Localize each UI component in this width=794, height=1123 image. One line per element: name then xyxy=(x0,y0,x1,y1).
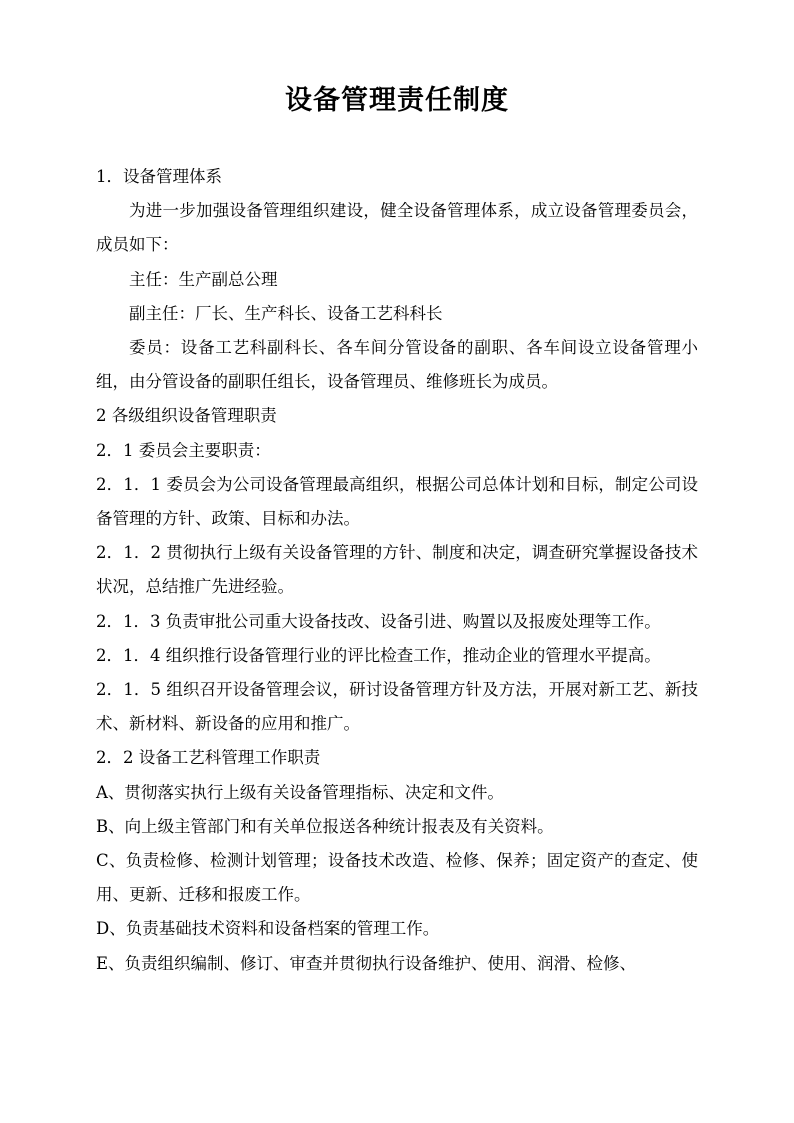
clause-b: B、向上级主管部门和有关单位报送各种统计报表及有关资料。 xyxy=(96,816,554,836)
paragraph-committee-intro: 为进一步加强设备管理组织建设，健全设备管理体系，成立设备管理委员会，成员如下： xyxy=(96,201,698,255)
subsection-heading-2-2: 2．2 设备工艺科管理工作职责 xyxy=(96,748,321,768)
clause-2-1-3: 2．1．3 负责审批公司重大设备技改、设备引进、购置以及报废处理等工作。 xyxy=(96,611,661,631)
subsection-heading-2-1: 2．1 委员会主要职责： xyxy=(96,440,271,460)
clause-2-1-1: 2．1．1 委员会为公司设备管理最高组织，根据公司总体计划和目标，制定公司设备管理的方针、政策、目标和办法。 xyxy=(96,474,698,529)
document-title: 设备管理责任制度 xyxy=(285,85,509,116)
clause-c: C、负责检修、检测计划管理；设备技术改造、检修、保养；固定资产的查定、使用、更新、迁移和报废工作。 xyxy=(96,851,698,905)
section-heading-1: 1．设备管理体系 xyxy=(96,167,222,186)
paragraph-director: 主任：生产副总公理 xyxy=(129,269,278,289)
clause-e: E、负责组织编制、修订、审查并贯彻执行设备维护、使用、润滑、检修、 xyxy=(96,953,637,973)
paragraph-deputy-director: 副主任：厂长、生产科长、设备工艺科科长 xyxy=(129,303,443,323)
clause-2-1-4: 2．1．4 组织推行设备管理行业的评比检查工作，推动企业的管理水平提高。 xyxy=(96,645,661,665)
clause-d: D、负责基础技术资料和设备档案的管理工作。 xyxy=(96,919,440,939)
section-heading-2: 2 各级组织设备管理职责 xyxy=(96,406,277,426)
clause-2-1-2: 2．1．2 贯彻执行上级有关设备管理的方针、制度和决定，调查研究掌握设备技术状况，总结推广先进经验。 xyxy=(96,543,698,597)
document-body xyxy=(96,160,698,981)
clause-2-1-5: 2．1．5 组织召开设备管理会议，研讨设备管理方针及方法，开展对新工艺、新技术、新材料、新设备的应用和推广。 xyxy=(96,680,698,734)
paragraph-members: 委员：设备工艺科副科长、各车间分管设备的副职、各车间设立设备管理小组，由分管设备的副职任组长，设备管理员、维修班长为成员。 xyxy=(96,338,698,392)
clause-a: A、贯彻落实执行上级有关设备管理指标、决定和文件。 xyxy=(96,782,504,802)
